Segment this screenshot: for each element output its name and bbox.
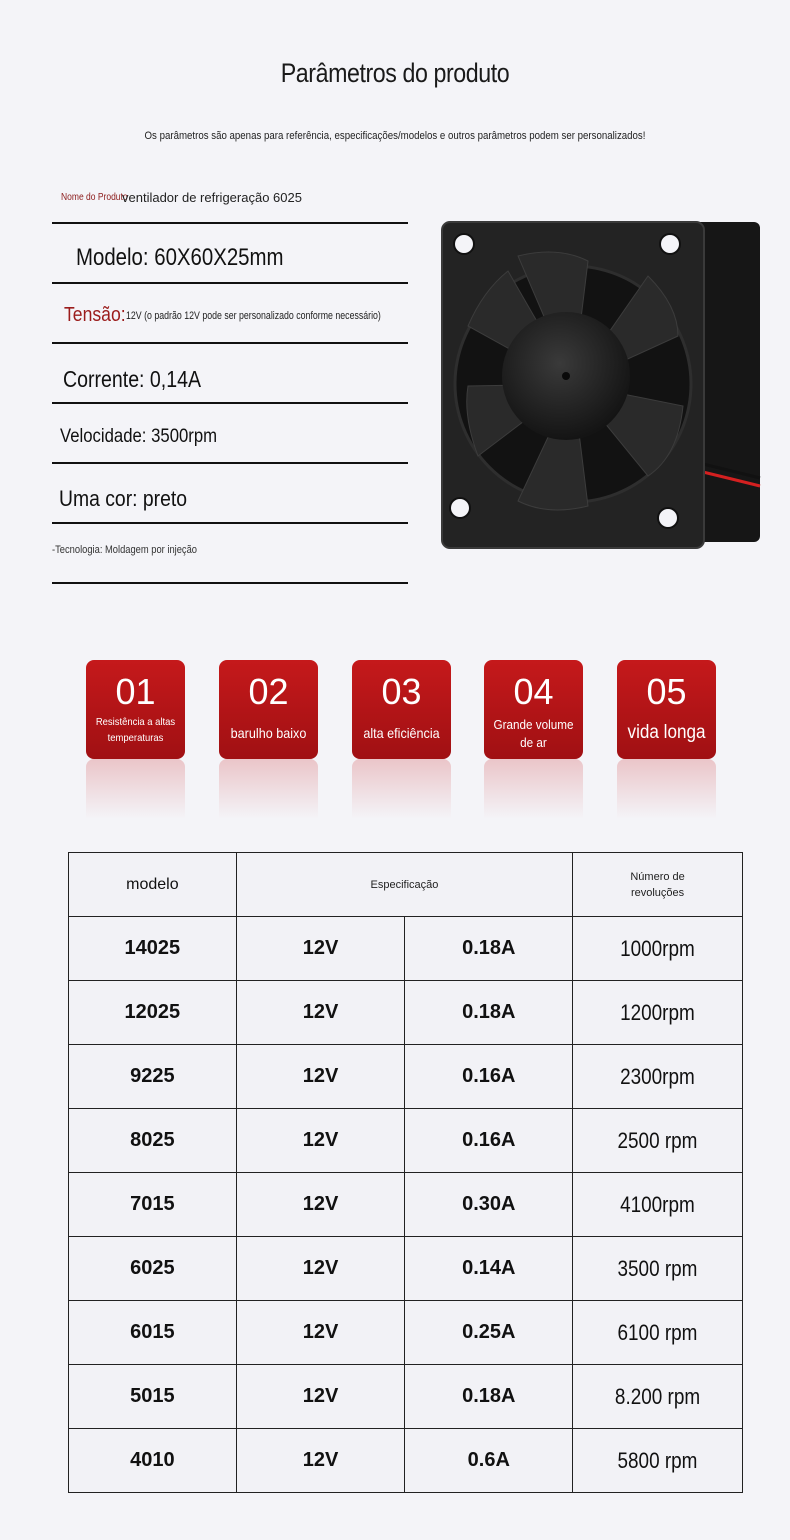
row-current-cell bbox=[405, 981, 573, 1045]
row-model-cell bbox=[69, 1045, 237, 1109]
feature-label: Grande volume de ar bbox=[493, 717, 574, 750]
header-spec: Especificação bbox=[236, 853, 572, 917]
row-voltage-cell bbox=[236, 1045, 405, 1109]
feature-badge bbox=[219, 660, 318, 759]
row-rpm: 6100 rpm bbox=[617, 1319, 698, 1345]
row-current: 0.18A bbox=[462, 937, 516, 959]
row-model-cell bbox=[69, 1173, 237, 1237]
table-body bbox=[69, 917, 743, 1493]
param-row-technology bbox=[52, 524, 408, 584]
feature-number: 05 bbox=[646, 671, 687, 712]
row-rpm: 5800 rpm bbox=[617, 1447, 698, 1473]
row-rpm-cell bbox=[573, 1429, 743, 1493]
feature-label: barulho baixo bbox=[230, 725, 307, 741]
row-current: 0.30A bbox=[462, 1193, 516, 1215]
row-rpm-cell bbox=[573, 1109, 743, 1173]
row-rpm-cell bbox=[573, 981, 743, 1045]
header-rev bbox=[573, 853, 743, 917]
page-subtitle: Os parâmetros são apenas para referência, especificações/modelos e outros parâmetros podem ser personalizados! bbox=[144, 130, 646, 142]
row-rpm-cell bbox=[573, 1365, 743, 1429]
table-row bbox=[69, 1173, 743, 1237]
feature-number: 01 bbox=[115, 671, 156, 712]
feature-reflection bbox=[86, 759, 185, 819]
param-row-model bbox=[52, 224, 408, 284]
row-rpm-cell bbox=[573, 1237, 743, 1301]
row-voltage-cell bbox=[236, 917, 405, 981]
header-model: modelo bbox=[69, 853, 237, 917]
param-model: Modelo: 60X60X25mm bbox=[76, 244, 284, 271]
row-current: 0.14A bbox=[462, 1257, 516, 1279]
row-voltage: 12V bbox=[302, 1129, 339, 1151]
row-rpm: 2300rpm bbox=[620, 1063, 695, 1089]
feature-number: 04 bbox=[513, 671, 554, 712]
row-model: 4010 bbox=[130, 1449, 175, 1471]
row-current-cell bbox=[405, 1173, 573, 1237]
feature-card-1 bbox=[86, 660, 185, 819]
row-voltage-cell bbox=[236, 1237, 405, 1301]
param-row-name bbox=[52, 168, 408, 224]
table-row bbox=[69, 1237, 743, 1301]
fan-product-image bbox=[438, 216, 764, 552]
row-voltage-cell bbox=[236, 1365, 405, 1429]
row-voltage-cell bbox=[236, 981, 405, 1045]
feature-label: Resistência a altas temperaturas bbox=[95, 716, 176, 744]
row-voltage: 12V bbox=[302, 1001, 339, 1023]
row-current-cell bbox=[405, 1237, 573, 1301]
row-rpm-cell bbox=[573, 1173, 743, 1237]
row-rpm-cell bbox=[573, 917, 743, 981]
row-voltage: 12V bbox=[302, 1193, 339, 1215]
row-model: 5015 bbox=[130, 1385, 175, 1407]
spec-table bbox=[68, 852, 743, 1493]
row-model-cell bbox=[69, 1429, 237, 1493]
row-current-cell bbox=[405, 1301, 573, 1365]
row-voltage-cell bbox=[236, 1173, 405, 1237]
row-model: 12025 bbox=[124, 1001, 181, 1023]
feature-label: vida longa bbox=[627, 722, 706, 743]
row-model-cell bbox=[69, 1237, 237, 1301]
row-voltage: 12V bbox=[302, 937, 339, 959]
table-row bbox=[69, 981, 743, 1045]
row-rpm: 1000rpm bbox=[620, 935, 695, 961]
feature-reflection bbox=[484, 759, 583, 819]
row-current: 0.16A bbox=[462, 1129, 516, 1151]
row-rpm: 4100rpm bbox=[620, 1191, 695, 1217]
row-rpm: 2500 rpm bbox=[617, 1127, 698, 1153]
row-model: 8025 bbox=[130, 1129, 175, 1151]
feature-card-4 bbox=[484, 660, 583, 819]
page-title: Parâmetros do produto bbox=[280, 58, 510, 88]
row-voltage: 12V bbox=[302, 1449, 339, 1471]
feature-badge bbox=[352, 660, 451, 759]
row-current-cell bbox=[405, 1365, 573, 1429]
param-voltage-value: 12V (o padrão 12V pode ser personalizado conforme necessário) bbox=[126, 310, 381, 322]
row-current: 0.18A bbox=[462, 1001, 516, 1023]
param-color: Uma cor: preto bbox=[59, 486, 188, 511]
row-model-cell bbox=[69, 1365, 237, 1429]
feature-badge bbox=[484, 660, 583, 759]
feature-reflection bbox=[219, 759, 318, 819]
param-row-speed bbox=[52, 404, 408, 464]
param-technology: -Tecnologia: Moldagem por injeção bbox=[52, 544, 198, 556]
feature-number: 02 bbox=[248, 671, 289, 712]
feature-card-5 bbox=[617, 660, 716, 819]
param-row-current bbox=[52, 344, 408, 404]
row-rpm: 8.200 rpm bbox=[614, 1383, 701, 1409]
row-rpm: 1200rpm bbox=[620, 999, 695, 1025]
table-row bbox=[69, 1109, 743, 1173]
row-model: 7015 bbox=[130, 1193, 175, 1215]
row-rpm-cell bbox=[573, 1045, 743, 1109]
param-voltage-label: Tensão: bbox=[64, 304, 126, 326]
feature-badge bbox=[617, 660, 716, 759]
param-speed: Velocidade: 3500rpm bbox=[60, 426, 218, 447]
row-voltage-cell bbox=[236, 1301, 405, 1365]
feature-card-2 bbox=[219, 660, 318, 819]
row-voltage-cell bbox=[236, 1109, 405, 1173]
row-voltage: 12V bbox=[302, 1385, 339, 1407]
row-voltage: 12V bbox=[302, 1065, 339, 1087]
row-model-cell bbox=[69, 917, 237, 981]
row-current-cell bbox=[405, 1045, 573, 1109]
feature-reflection bbox=[617, 759, 716, 819]
row-rpm-cell bbox=[573, 1301, 743, 1365]
row-model: 9225 bbox=[130, 1065, 175, 1087]
table-row bbox=[69, 917, 743, 981]
row-current-cell bbox=[405, 1429, 573, 1493]
feature-card-3 bbox=[352, 660, 451, 819]
row-voltage: 12V bbox=[302, 1321, 339, 1343]
row-model-cell bbox=[69, 981, 237, 1045]
table-header-row bbox=[69, 853, 743, 917]
row-current: 0.25A bbox=[462, 1321, 516, 1343]
parameter-list bbox=[52, 168, 408, 584]
feature-reflection bbox=[352, 759, 451, 819]
row-model: 6015 bbox=[130, 1321, 175, 1343]
feature-number: 03 bbox=[381, 671, 422, 712]
row-current-cell bbox=[405, 917, 573, 981]
feature-badge bbox=[86, 660, 185, 759]
row-model-cell bbox=[69, 1301, 237, 1365]
feature-label: alta eficiência bbox=[363, 725, 440, 741]
param-name-value: ventilador de refrigeração 6025 bbox=[122, 190, 302, 205]
row-model: 6025 bbox=[130, 1257, 175, 1279]
row-current-cell bbox=[405, 1109, 573, 1173]
row-current: 0.6A bbox=[467, 1449, 510, 1471]
row-current: 0.18A bbox=[462, 1385, 516, 1407]
row-rpm: 3500 rpm bbox=[617, 1255, 698, 1281]
row-voltage-cell bbox=[236, 1429, 405, 1493]
table-row bbox=[69, 1365, 743, 1429]
header-rev-text: Número de revoluções bbox=[630, 870, 685, 899]
param-current: Corrente: 0,14A bbox=[63, 366, 202, 392]
table-row bbox=[69, 1429, 743, 1493]
row-model-cell bbox=[69, 1109, 237, 1173]
table-row bbox=[69, 1045, 743, 1109]
param-row-color bbox=[52, 464, 408, 524]
table-row bbox=[69, 1301, 743, 1365]
row-voltage: 12V bbox=[302, 1257, 339, 1279]
param-name-label: Nome do Produto bbox=[61, 192, 128, 203]
row-current: 0.16A bbox=[462, 1065, 516, 1087]
row-model: 14025 bbox=[124, 937, 181, 959]
param-row-voltage bbox=[52, 284, 408, 344]
